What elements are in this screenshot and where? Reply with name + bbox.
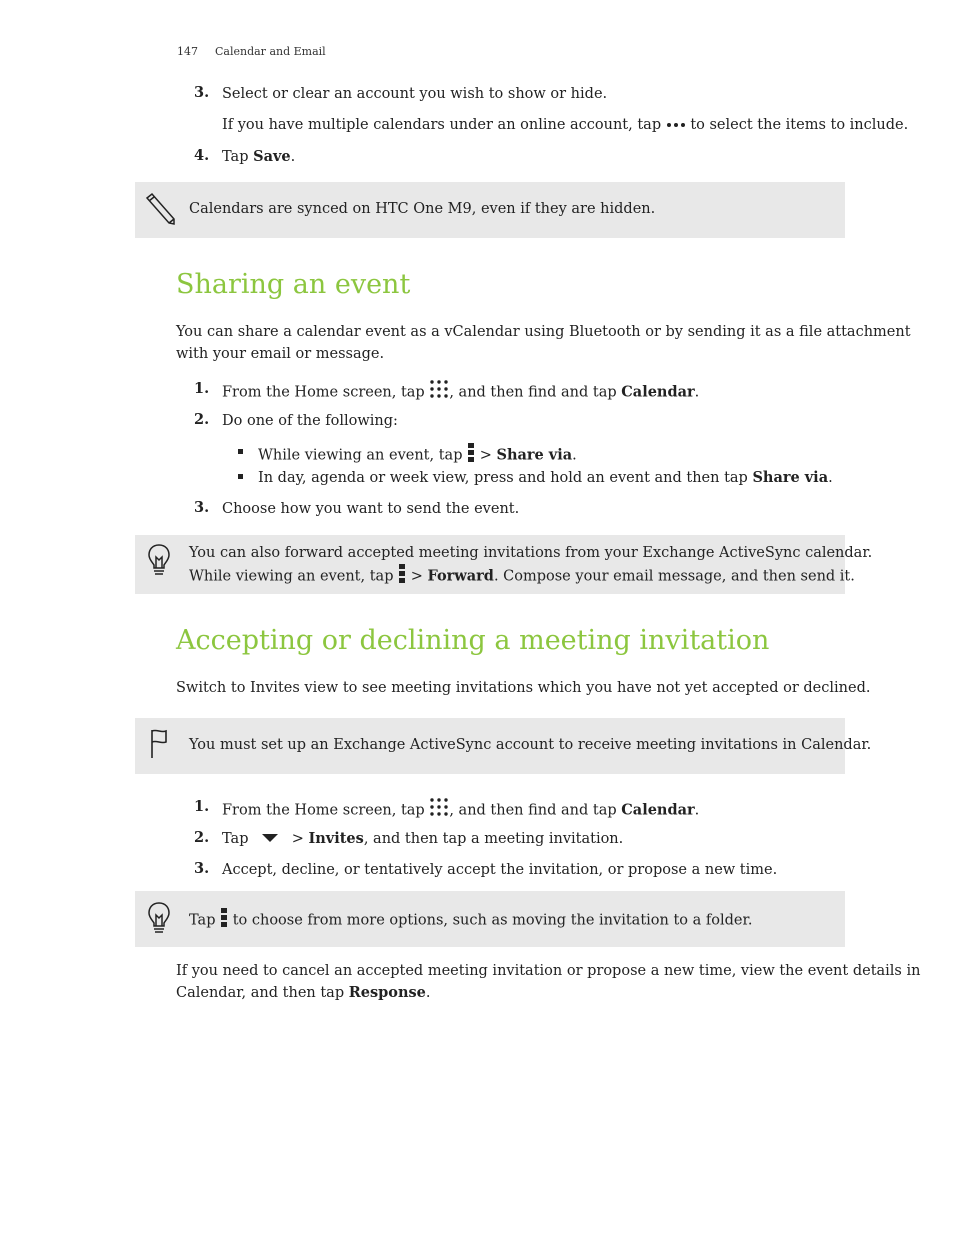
bullet-text: In day, agenda or week view, press and hold an event and then tap Share via. [258, 469, 833, 486]
flag-icon [149, 728, 169, 764]
page-number: 147 [177, 45, 198, 58]
step-subtext: If you have multiple calendars under an online account, tap to select the items to include. [222, 114, 908, 136]
tip-box [135, 535, 873, 594]
step-number: 2. [194, 411, 210, 428]
step-number: 3. [194, 84, 210, 101]
lightbulb-icon [147, 543, 171, 581]
all-apps-icon [429, 797, 449, 824]
all-apps-icon [429, 379, 449, 406]
step-number: 4. [194, 147, 210, 164]
intro-line: with your email or message. [176, 346, 385, 362]
section-name: Calendar and Email [215, 45, 326, 58]
bullet [238, 449, 243, 454]
step-text: From the Home screen, tap , and then find and tap Calendar. [222, 797, 699, 824]
lightbulb-icon [147, 901, 171, 939]
tip-text-line: While viewing an event, tap > Forward. Compose your email message, and then send it. [189, 563, 855, 590]
step-number: 3. [194, 860, 210, 877]
step-text: Choose how you want to send the event. [222, 501, 520, 517]
bullet-text: While viewing an event, tap > Share via. [258, 442, 577, 469]
menu-kebab-icon [398, 563, 406, 590]
tip-box [135, 891, 845, 947]
closing-line: If you need to cancel an accepted meeting invitation or propose a new time, view the event details in [176, 963, 921, 979]
step-number: 3. [194, 499, 210, 516]
step-text: Accept, decline, or tentatively accept the invitation, or propose a new time. [222, 862, 778, 878]
step-text: Tap Save. [222, 148, 296, 165]
step-number: 2. [194, 829, 210, 846]
dropdown-arrow-icon [261, 828, 279, 850]
tip-text-line: You can also forward accepted meeting invitations from your Exchange ActiveSync calendar. [189, 545, 873, 561]
step-number: 1. [194, 798, 210, 815]
bullet [238, 474, 243, 479]
closing-line: Calendar, and then tap Response. [176, 984, 431, 1001]
step-text: Tap > Invites, and then tap a meeting invitation. [222, 828, 623, 850]
step-text: Do one of the following: [222, 413, 398, 429]
step-number: 1. [194, 380, 210, 397]
step-text: Select or clear an account you wish to show or hide. [222, 86, 608, 102]
intro-line: Switch to Invites view to see meeting invitations which you have not yet accepted or declined. [176, 680, 871, 696]
important-text: You must set up an Exchange ActiveSync account to receive meeting invitations in Calendar. [189, 737, 872, 753]
note-box [135, 182, 845, 238]
section-heading: Accepting or declining a meeting invitation [176, 625, 770, 656]
pencil-icon [143, 192, 177, 230]
section-heading: Sharing an event [176, 269, 411, 300]
step-text: From the Home screen, tap , and then find and tap Calendar. [222, 379, 699, 406]
menu-kebab-icon [467, 442, 475, 469]
menu-kebab-icon [220, 907, 228, 934]
note-text: Calendars are synced on HTC One M9, even if they are hidden. [189, 201, 656, 217]
more-dots-icon [666, 114, 686, 136]
tip-text: Tap to choose from more options, such as moving the invitation to a folder. [189, 907, 752, 934]
important-box [135, 718, 872, 774]
intro-line: You can share a calendar event as a vCalendar using Bluetooth or by sending it as a file attachment [176, 324, 911, 340]
